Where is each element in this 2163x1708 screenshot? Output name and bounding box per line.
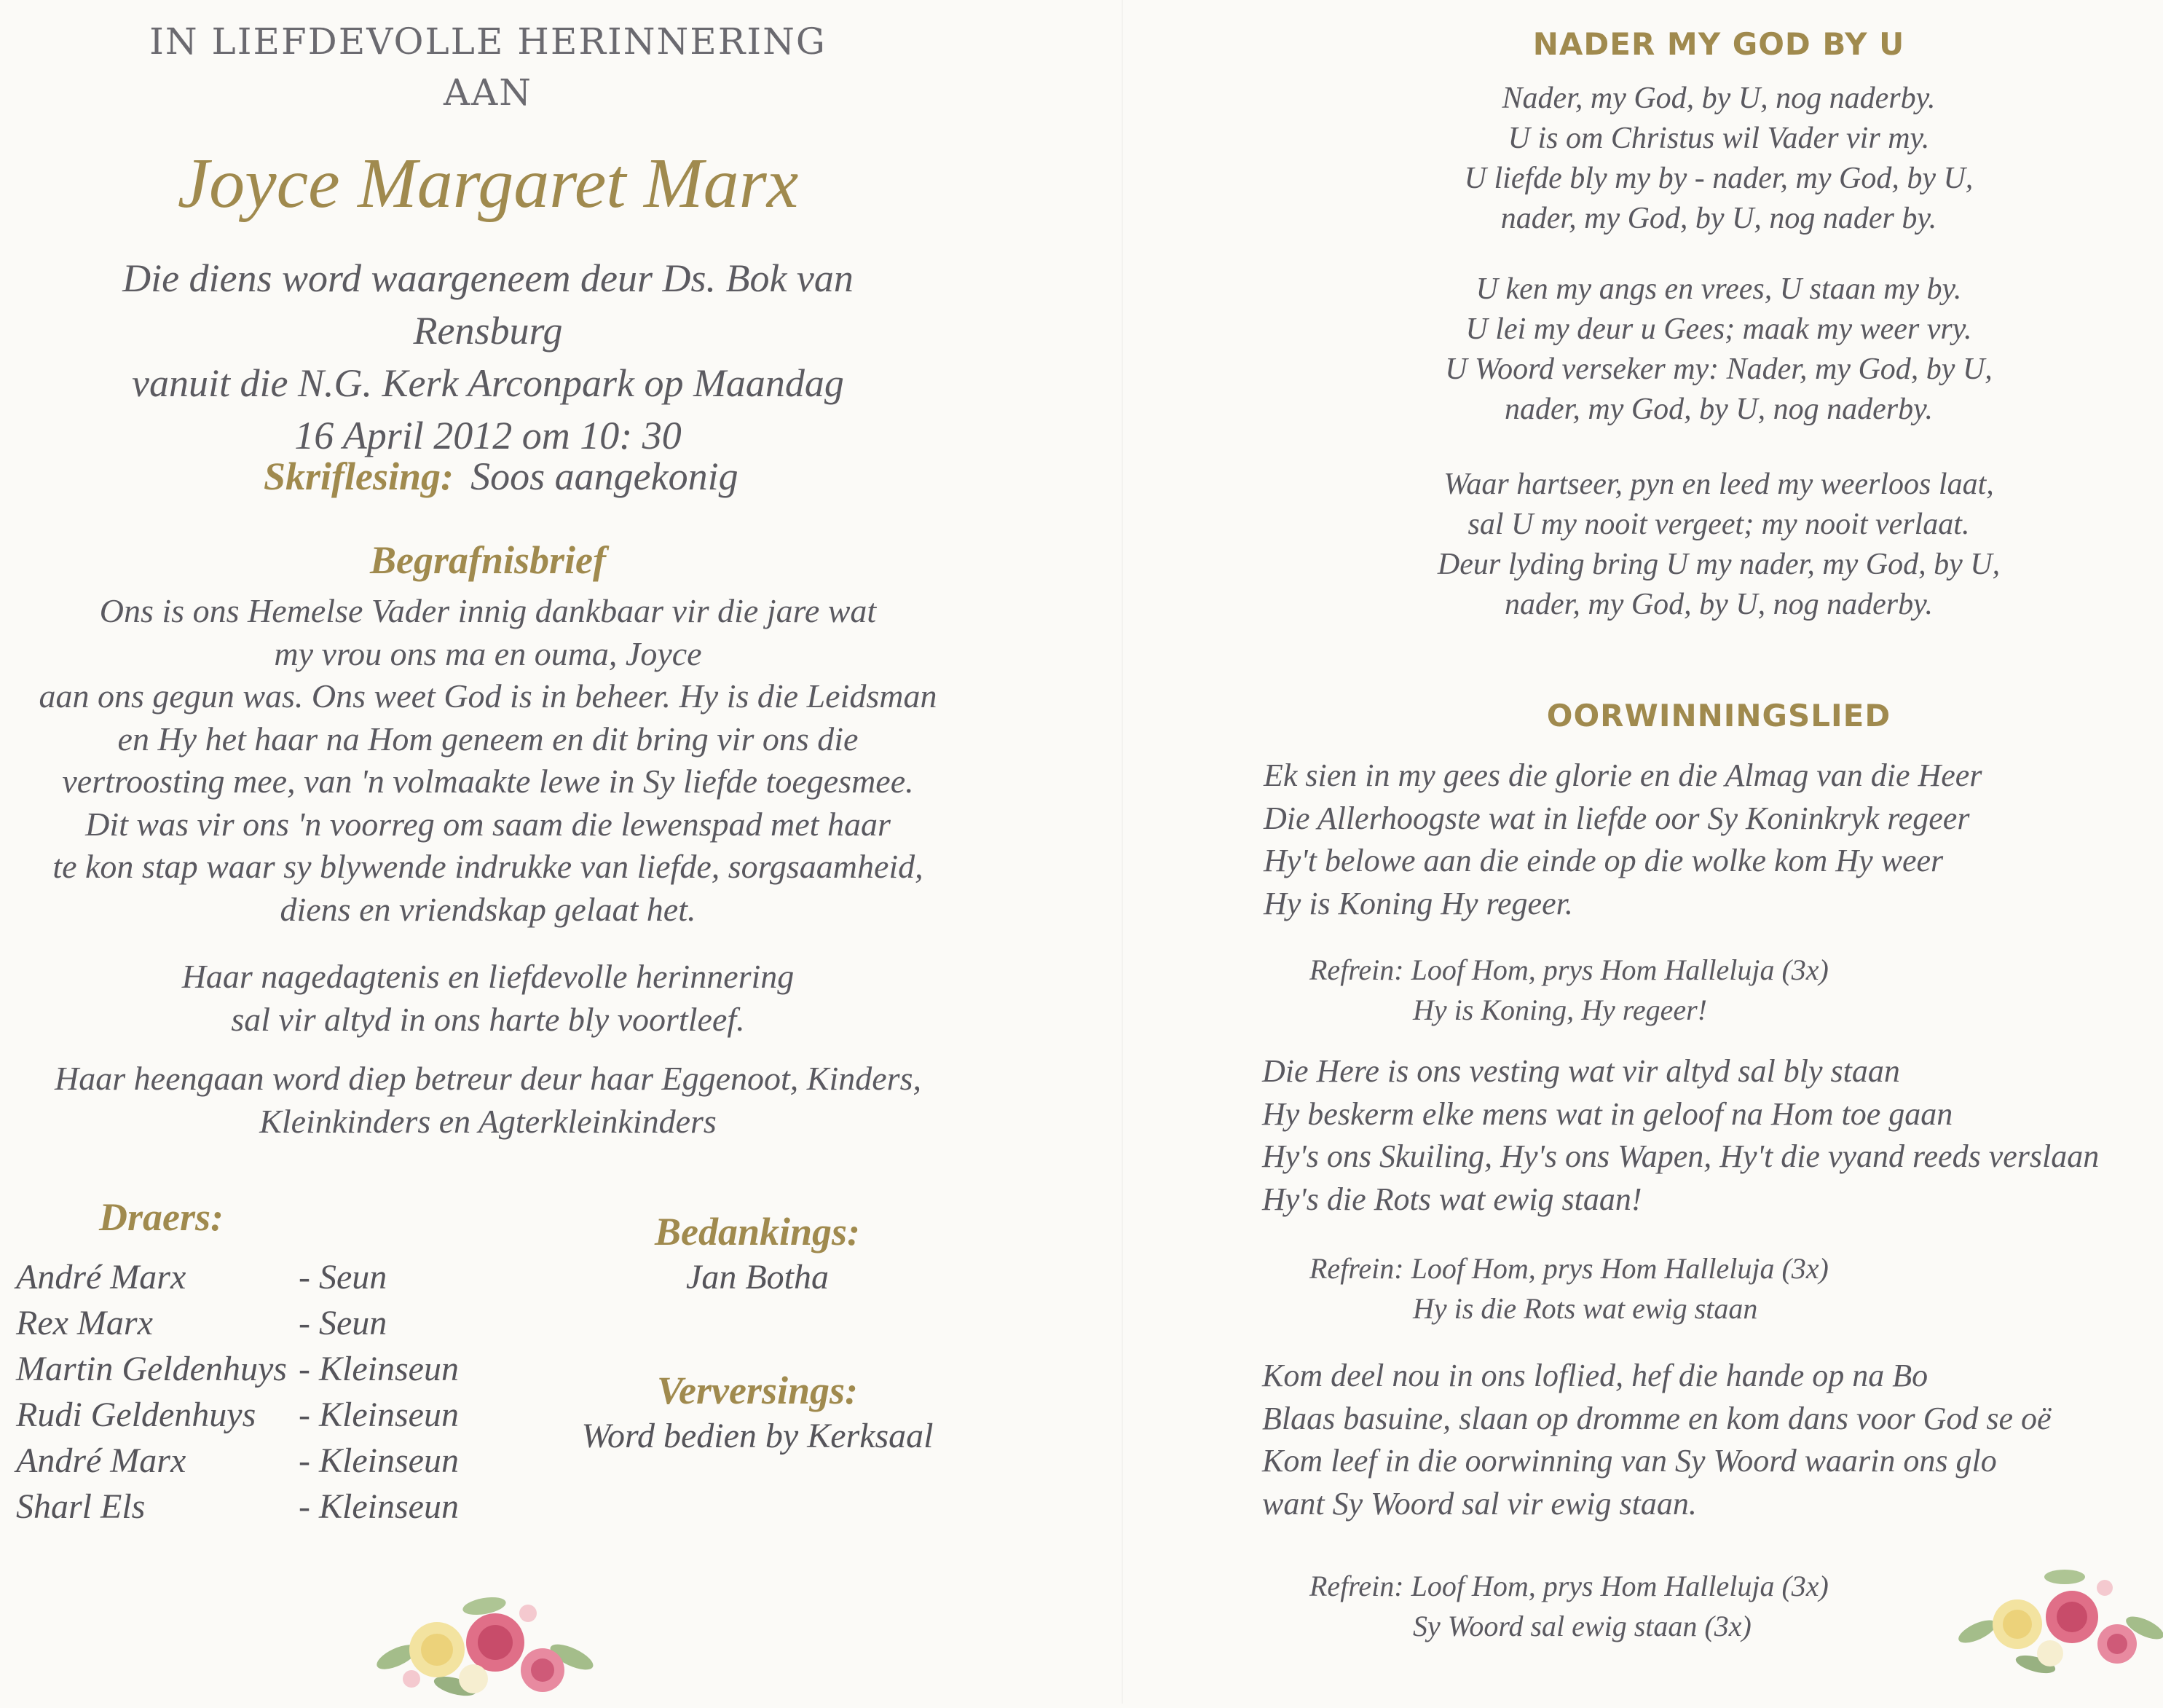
draer-row (16, 1346, 526, 1392)
draer-name: Rex Marx (16, 1304, 153, 1342)
verse-line: nader, my God, by U, nog naderby. (1505, 588, 1933, 621)
letter-line: Dit was vir ons 'n voorreg om saam die lewenspad met haar (85, 805, 891, 843)
verse-line: sal U my nooit vergeet; my nooit verlaat. (1467, 508, 1970, 541)
skriflesing-value: Soos aangekonig (470, 454, 738, 498)
verversings-title: Verversings: (656, 1369, 858, 1412)
verse-line: U ken my angs en vrees, U staan my by. (1476, 272, 1962, 306)
draer-row (16, 1300, 526, 1346)
song-line: Hy is Koning Hy regeer. (1264, 885, 1573, 921)
draer-relation: - Seun (299, 1304, 387, 1342)
hymn1-title: NADER MY GOD BY U (1532, 26, 1905, 62)
draer-relation: - Kleinseun (299, 1350, 459, 1388)
verversings-value: Word bedien by Kerksaal (581, 1417, 934, 1455)
bedankings-value: Jan Botha (686, 1258, 829, 1296)
draer-row (16, 1392, 526, 1438)
hymn1-verse-3 (1355, 465, 2083, 625)
refrain-line1: Refrein: Loof Hom, prys Hom Halleluja (3x) (1309, 1252, 1829, 1285)
letter-line: Kleinkinders en Agterkleinkinders (259, 1102, 717, 1140)
letter-line: diens en vriendskap gelaat het. (280, 890, 696, 928)
refrain-line2: Sy Woord sal ewig staan (3x) (1413, 1610, 1752, 1642)
refrain-2 (1309, 1248, 2111, 1329)
verse-line: nader, my God, by U, nog naderby. (1505, 393, 1933, 426)
letter-paragraph-3 (29, 1058, 947, 1143)
skriflesing (264, 450, 919, 503)
song-line: Ek sien in my gees die glorie en die Almag van die Heer (1264, 757, 1982, 793)
service-line: Die diens word waargeneem deur Ds. Bok van Rensburg (122, 256, 854, 353)
draer-row (16, 1438, 526, 1484)
deceased-name: Joyce Margaret Marx (177, 144, 799, 223)
hymn2-verse-2 (1262, 1050, 2158, 1221)
draer-row (16, 1484, 526, 1530)
letter-line: sal vir altyd in ons harte bly voortleef. (231, 1000, 745, 1038)
draer-relation: - Kleinseun (299, 1487, 459, 1526)
page-fold (1122, 0, 1123, 1704)
song-line: want Sy Woord sal vir ewig staan. (1262, 1485, 1697, 1522)
refrain-line2: Hy is die Rots wat ewig staan (1413, 1292, 1758, 1325)
refrain-line1: Refrein: Loof Hom, prys Hom Halleluja (3x) (1309, 953, 1829, 986)
letter-line: vertroosting mee, van 'n volmaakte lewe in Sy liefde toegesmee. (62, 763, 914, 800)
service-details (58, 252, 918, 462)
song-line: Hy's die Rots wat ewig staan! (1262, 1181, 1642, 1217)
letter-paragraph-1 (29, 590, 947, 931)
refrain-line1: Refrein: Loof Hom, prys Hom Halleluja (3x) (1309, 1570, 1829, 1602)
letter-line: my vrou ons ma en ouma, Joyce (274, 634, 702, 672)
draer-name: Martin Geldenhuys (16, 1350, 287, 1388)
service-line: 16 April 2012 om 10: 30 (294, 414, 682, 457)
verse-line: Waar hartseer, pyn en leed my weerloos laat, (1443, 468, 1994, 501)
verse-line: Deur lyding bring U my nader, my God, by U, (1437, 548, 2001, 581)
begrafnisbrief-title: Begrafnisbrief (370, 538, 606, 582)
flower-bouquet-right (1955, 1555, 2163, 1683)
service-line: vanuit die N.G. Kerk Arconpark op Maandag (132, 361, 844, 405)
letter-line: Ons is ons Hemelse Vader innig dankbaar vir die jare wat (99, 592, 877, 629)
draer-name: André Marx (16, 1258, 186, 1296)
draer-row (16, 1254, 526, 1300)
letter-line: en Hy het haar na Hom geneem en dit bring vir ons die (117, 720, 859, 757)
header-line2: AAN (444, 71, 532, 114)
verse-line: nader, my God, by U, nog nader by. (1500, 202, 1937, 235)
verse-line: U Woord verseker my: Nader, my God, by U, (1445, 353, 1993, 386)
song-line: Hy's ons Skuiling, Hy's ons Wapen, Hy't die vyand reeds verslaan (1262, 1138, 2100, 1174)
verse-line: U is om Christus wil Vader vir my. (1508, 122, 1930, 155)
header-line1: IN LIEFDEVOLLE HERINNERING (149, 20, 827, 63)
song-line: Hy beskerm elke mens wat in geloof na Hom toe gaan (1262, 1095, 1953, 1132)
draer-name: André Marx (16, 1441, 186, 1480)
draer-name: Rudi Geldenhuys (16, 1396, 256, 1434)
song-line: Hy't belowe aan die einde op die wolke kom Hy weer (1264, 843, 1944, 878)
skriflesing-label: Skriflesing: (264, 454, 454, 498)
song-line: Die Here is ons vesting wat vir altyd sal bly staan (1262, 1053, 1900, 1089)
letter-line: Haar heengaan word diep betreur deur haar Eggenoot, Kinders, (55, 1060, 921, 1097)
song-line: Blaas basuine, slaan op dromme en kom dans voor God se oë (1262, 1400, 2052, 1436)
letter-line: Haar nagedagtenis en liefdevolle herinnering (181, 958, 795, 995)
draer-relation: - Kleinseun (299, 1441, 459, 1480)
hymn2-verse-3 (1262, 1355, 2136, 1525)
letter-paragraph-2 (29, 956, 947, 1041)
letter-line: te kon stap waar sy blywende indrukke van liefde, sorgsaamheid, (52, 848, 923, 885)
hymn1-verse-2 (1355, 269, 2083, 430)
hymn2-verse-1 (1264, 755, 2138, 925)
hymn2-title: OORWINNINGSLIED (1546, 698, 1891, 733)
draers-title: Draers: (99, 1195, 224, 1239)
verse-line: Nader, my God, by U, nog naderby. (1502, 82, 1936, 115)
draer-relation: - Kleinseun (299, 1396, 459, 1434)
hymn1-verse-1 (1355, 79, 2083, 239)
verse-line: U lei my deur u Gees; maak my weer vry. (1465, 312, 1972, 346)
flower-bouquet-left (368, 1577, 601, 1708)
song-line: Die Allerhoogste wat in liefde oor Sy Koninkryk regeer (1264, 800, 1970, 836)
refrain-1 (1309, 950, 2111, 1030)
song-line: Kom leef in die oorwinning van Sy Woord waarin ons glo (1262, 1443, 1997, 1479)
refrain-line2: Hy is Koning, Hy regeer! (1413, 993, 1707, 1026)
verse-line: U liefde bly my by - nader, my God, by U, (1464, 162, 1974, 195)
song-line: Kom deel nou in ons loflied, hef die hande op na Bo (1262, 1358, 1928, 1393)
letter-line: aan ons gegun was. Ons weet God is in beheer. Hy is die Leidsman (39, 677, 937, 715)
draer-name: Sharl Els (16, 1487, 146, 1526)
draers-list (16, 1254, 526, 1530)
bedankings-title: Bedankings: (654, 1210, 861, 1254)
draer-relation: - Seun (299, 1258, 387, 1296)
